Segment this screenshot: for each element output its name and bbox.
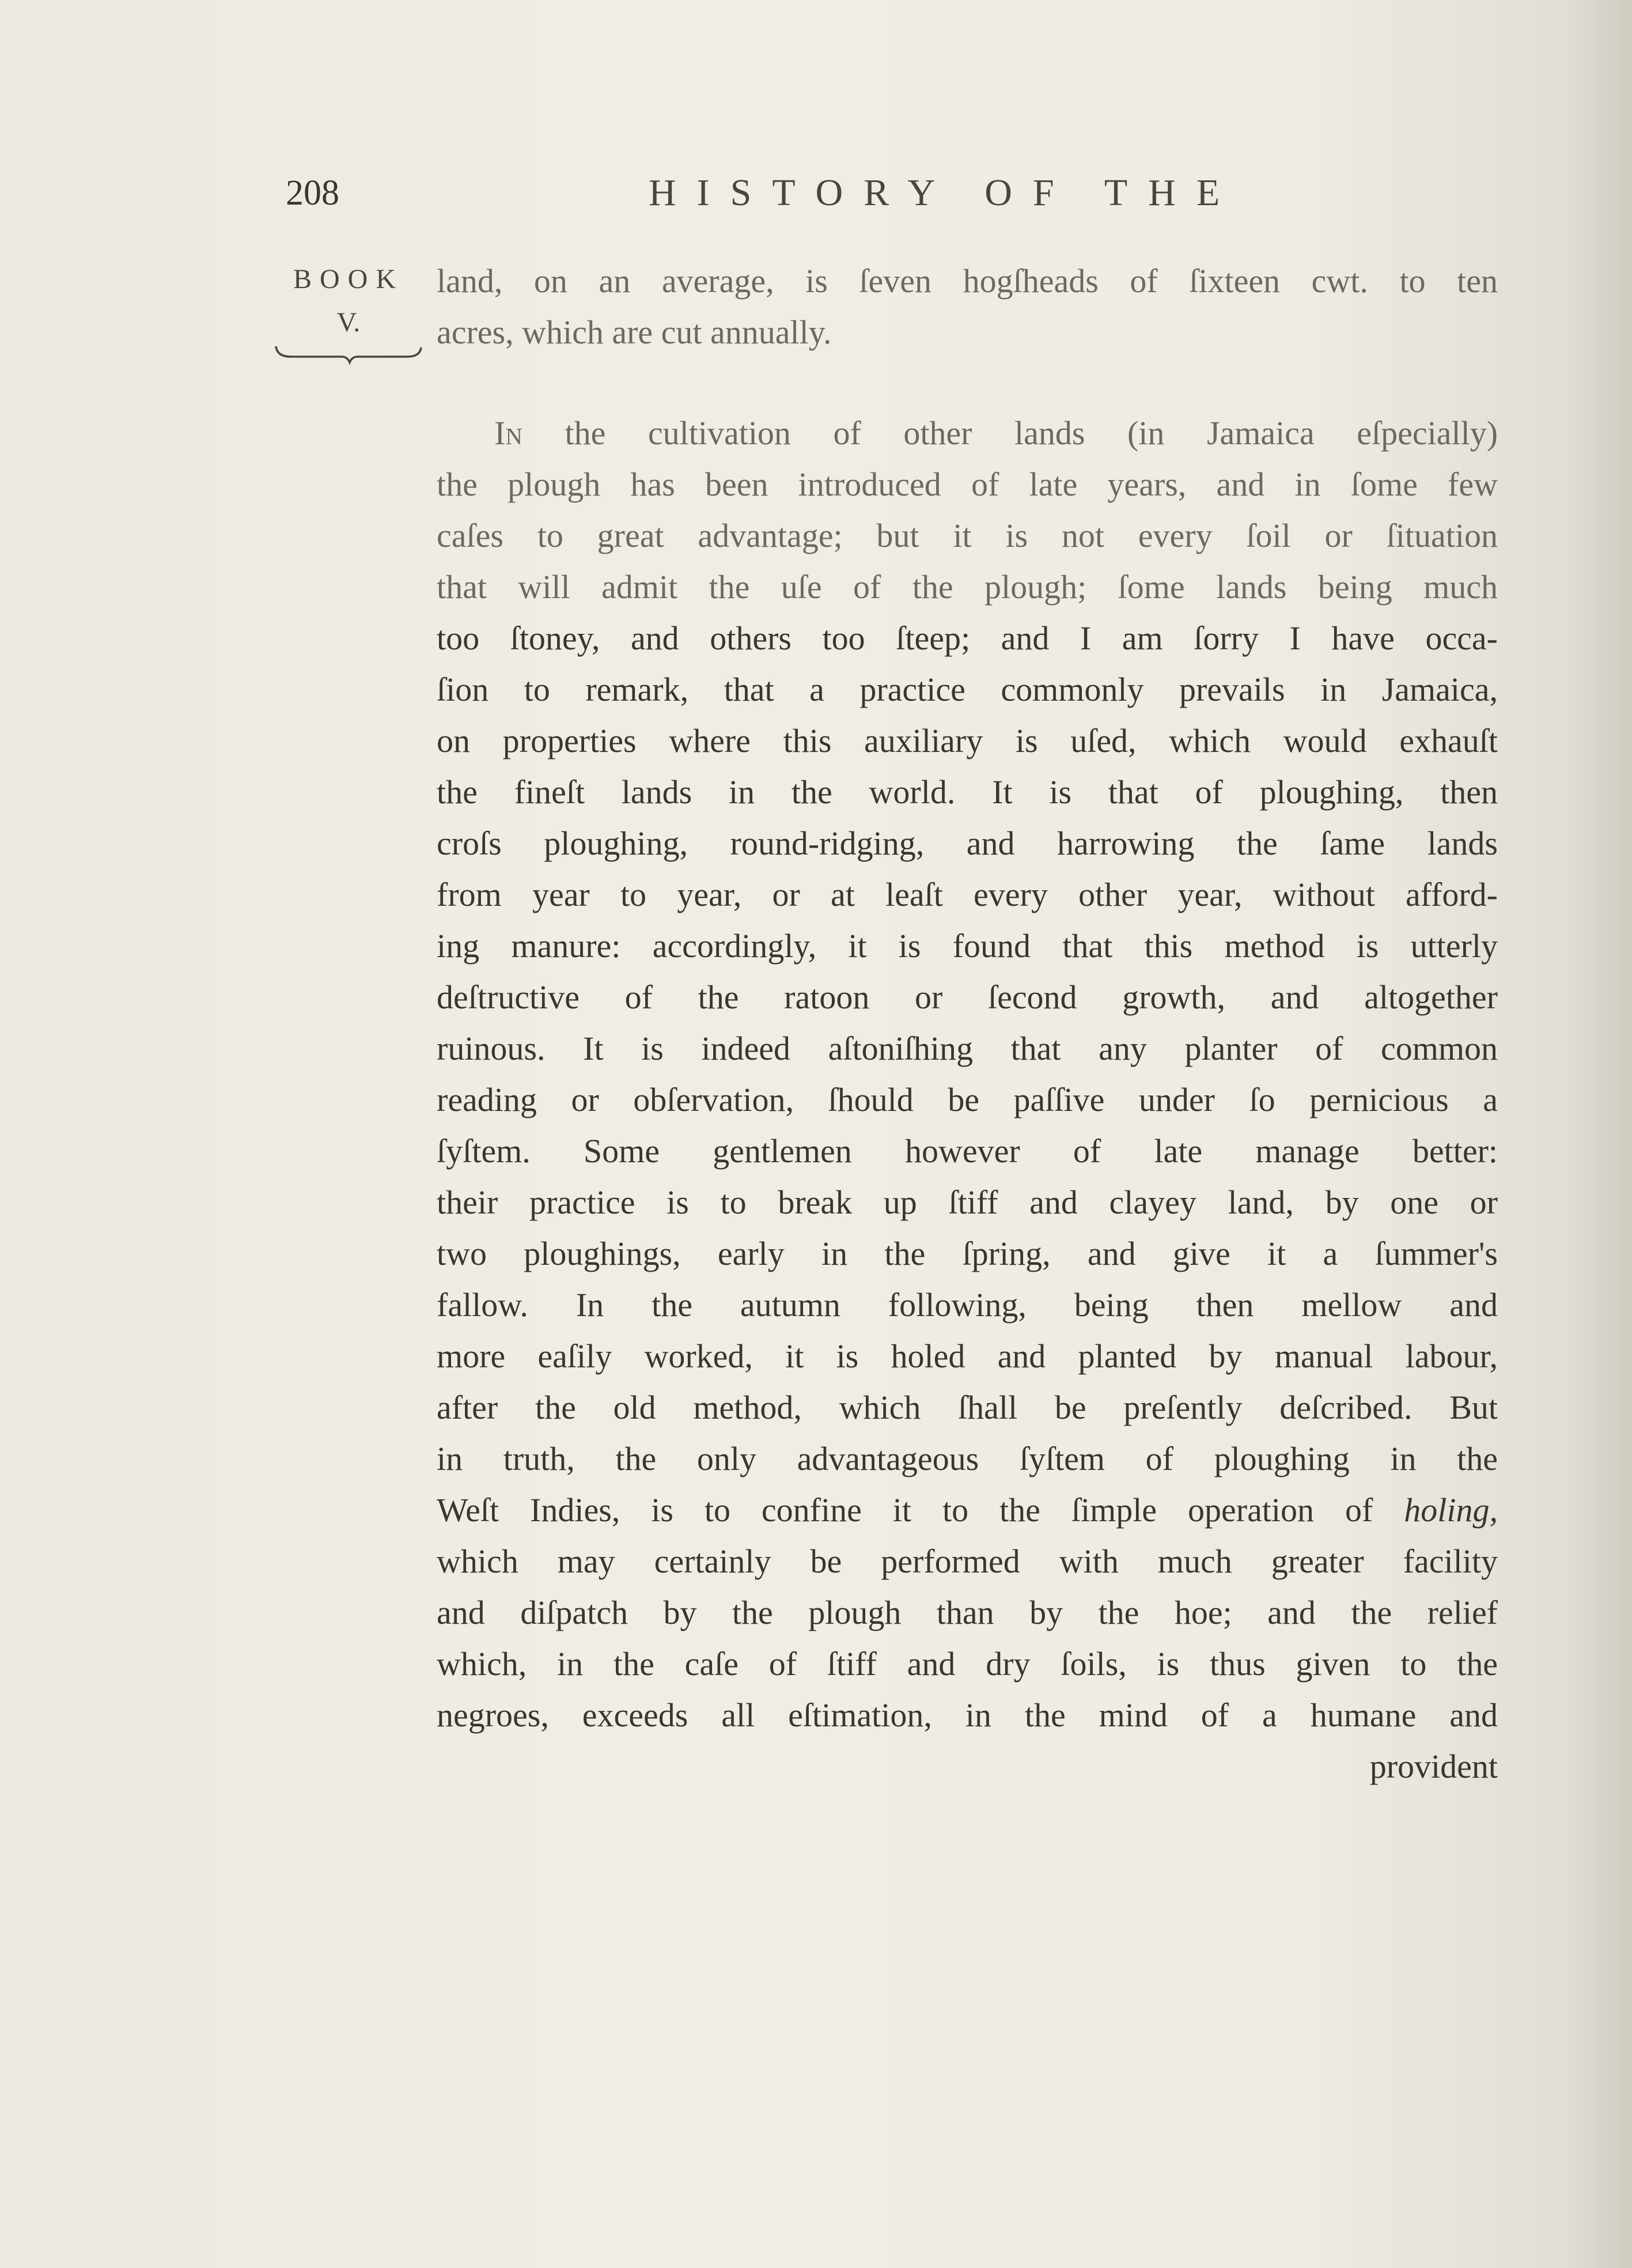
paragraph-first-line-rest: the cultivation of other lands (in Jamaica eſpecially) [565, 414, 1498, 452]
text-line: deſtructive of the ratoon or ſecond growth, and altogether [437, 978, 1498, 1016]
text-line: reading or obſervation, ſhould be paſſive under ſo pernicious a [437, 1081, 1498, 1118]
text-line: croſs ploughing, round-ridging, and harrowing the ſame lands [437, 825, 1498, 862]
text-line: ing manure: accordingly, it is found that this method is utterly [437, 927, 1498, 965]
text-line: which, in the caſe of ſtiff and dry ſoils, is thus given to the [437, 1645, 1498, 1683]
marginal-book-note [271, 256, 426, 366]
text-line: which may certainly be performed with much greater facility [437, 1543, 1498, 1580]
text-line: after the old method, which ſhall be preſently deſcribed. But [437, 1389, 1498, 1426]
holing-line [437, 1484, 1498, 1536]
text-line: that will admit the uſe of the plough; ſome lands being much [437, 568, 1498, 606]
text-line: and diſpatch by the plough than by the hoe; and the relief [437, 1594, 1498, 1631]
running-title: HISTORY OF THE [649, 172, 1241, 214]
page-number: 208 [286, 173, 339, 213]
text-line: ſion to remark, that a practice commonly prevails in Jamaica, [437, 671, 1498, 708]
running-head [286, 167, 1323, 219]
brace-ornament [274, 343, 423, 366]
catchword: provident [1369, 1748, 1498, 1785]
text-line: too ſtoney, and others too ſteep; and I am ſorry I have occa- [437, 619, 1498, 657]
text-line: fallow. In the autumn following, being then mellow and [437, 1286, 1498, 1324]
text-line: their practice is to break up ſtiff and clayey land, by one or [437, 1184, 1498, 1221]
book-number: V. [336, 307, 361, 338]
text-line: more eaſily worked, it is holed and planted by manual labour, [437, 1337, 1498, 1375]
book-label: BOOK [293, 264, 404, 294]
text-line: the fineſt lands in the world. It is that of ploughing, then [437, 773, 1498, 811]
text-line: acres, which are cut annually. [437, 313, 832, 351]
text-line: ſyſtem. Some gentlemen however of late manage better: [437, 1132, 1498, 1170]
paragraph-opening-line [437, 407, 1498, 459]
text-line: caſes to great advantage; but it is not every ſoil or ſituation [437, 517, 1498, 554]
text-line: two ploughings, early in the ſpring, and give it a ſummer's [437, 1235, 1498, 1272]
text-line: on properties where this auxiliary is uſed, which would exhauſt [437, 722, 1498, 759]
holing-line-prefix: Weſt Indies, is to confine it to the ſimple operation of [437, 1491, 1373, 1529]
text-line: negroes, exceeds all eſtimation, in the mind of a humane and [437, 1696, 1498, 1734]
text-line: land, on an average, is ſeven hogſheads of ſixteen cwt. to ten [437, 262, 1498, 300]
text-line: ruinous. It is indeed aſtoniſhing that any planter of common [437, 1030, 1498, 1067]
text-line: the plough has been introduced of late years, and in ſome few [437, 466, 1498, 503]
text-line: from year to year, or at leaſt every other year, without afford- [437, 876, 1498, 913]
holing-italic-word: holing, [1404, 1491, 1498, 1529]
text-line: in truth, the only advantageous ſyſtem of ploughing in the [437, 1440, 1498, 1477]
paragraph-first-word: In [494, 414, 522, 452]
main-text [437, 255, 1498, 1792]
paragraph-gap [437, 358, 1498, 407]
